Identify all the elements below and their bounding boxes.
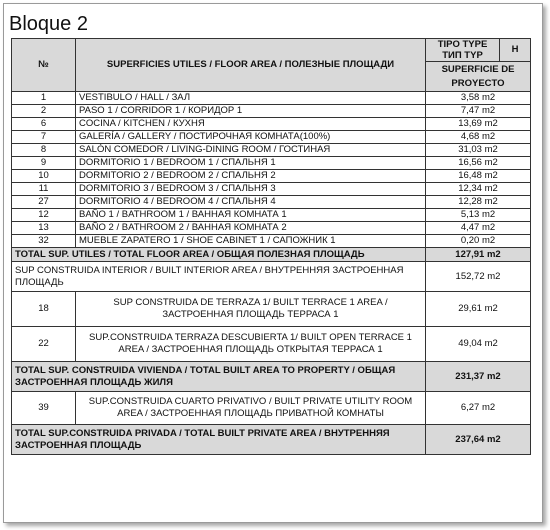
- table-row: [12, 157, 531, 170]
- row-number: 2: [12, 105, 76, 118]
- built-interior-row-value: 152,72 m2: [426, 262, 531, 292]
- row-name: SALÓN COMEDOR / LIVING-DINING ROOM / ГОСТИНАЯ: [76, 144, 426, 157]
- table-row: [12, 170, 531, 183]
- open-terrace-row-number: 22: [12, 327, 76, 362]
- utility-room-row-value: 6,27 m2: [426, 392, 531, 425]
- terrace-row-label: SUP CONSTRUIDA DE TERRAZA 1/ BUILT TERRACE 1 AREA / ЗАСТРОЕННАЯ ПЛОЩАДЬ ТЕРРАСА 1: [76, 292, 426, 327]
- terrace-row-number: 18: [12, 292, 76, 327]
- row-number: 32: [12, 235, 76, 248]
- row-value: 13,69 m2: [426, 118, 531, 131]
- row-value: 4,47 m2: [426, 222, 531, 235]
- table-row: [12, 196, 531, 209]
- row-value: 7,47 m2: [426, 105, 531, 118]
- row-value: 5,13 m2: [426, 209, 531, 222]
- open-terrace-row-label: SUP.CONSTRUIDA TERRAZA DESCUBIERTA 1/ BUILT OPEN TERRACE 1 AREA / ЗАСТРОЕННАЯ ПЛОЩАДЬ ОТКРЫТАЯ ТЕРРАСА 1: [76, 327, 426, 362]
- header-area: SUPERFICIES UTILES / FLOOR AREA / ПОЛЕЗНЫЕ ПЛОЩАДИ: [76, 39, 426, 92]
- row-name: COCINA / KITCHEN / КУХНЯ: [76, 118, 426, 131]
- row-name: DORMITORIO 1 / BEDROOM 1 / СПАЛЬНЯ 1: [76, 157, 426, 170]
- row-number: 6: [12, 118, 76, 131]
- open-terrace-row-value: 49,04 m2: [426, 327, 531, 362]
- table-row: [12, 118, 531, 131]
- row-number: 9: [12, 157, 76, 170]
- row-value: 12,34 m2: [426, 183, 531, 196]
- row-name: BAÑO 2 / BATHROOM 2 / ВАННАЯ КОМНАТА 2: [76, 222, 426, 235]
- total-built-row-label: TOTAL SUP. CONSTRUIDA VIVIENDA / TOTAL BUILT AREA TO PROPERTY / ОБЩАЯ ЗАСТРОЕННАЯ ПЛОЩАДЬ ЖИЛЯ: [12, 362, 426, 392]
- header-num: №: [12, 39, 76, 92]
- table-row: [12, 92, 531, 105]
- built-interior-row: [12, 262, 531, 292]
- total-built-row-value: 231,37 m2: [426, 362, 531, 392]
- total-private-row-label: TOTAL SUP.CONSTRUIDA PRIVADA / TOTAL BUILT PRIVATE AREA / ВНУТРЕННЯЯ ЗАСТРОЕННАЯ ПЛОЩАДЬ: [12, 425, 426, 455]
- row-value: 31,03 m2: [426, 144, 531, 157]
- total-useful-row: [12, 248, 531, 262]
- utility-room-row-number: 39: [12, 392, 76, 425]
- total-private-row-value: 237,64 m2: [426, 425, 531, 455]
- row-number: 13: [12, 222, 76, 235]
- open-terrace-row: [12, 327, 531, 362]
- row-number: 11: [12, 183, 76, 196]
- row-name: DORMITORIO 4 / BEDROOM 4 / СПАЛЬНЯ 4: [76, 196, 426, 209]
- table-row: [12, 222, 531, 235]
- table-row: [12, 235, 531, 248]
- row-name: DORMITORIO 2 / BEDROOM 2 / СПАЛЬНЯ 2: [76, 170, 426, 183]
- header-type: TIPO TYPE ТИП TYP: [426, 39, 500, 62]
- page-title: Bloque 2: [9, 13, 88, 35]
- area-table: [11, 38, 531, 455]
- row-number: 10: [12, 170, 76, 183]
- row-name: GALERÍA / GALLERY / ПОСТИРОЧНАЯ КОМНАТА(100%): [76, 131, 426, 144]
- table-row: [12, 209, 531, 222]
- table-row: [12, 105, 531, 118]
- row-name: PASO 1 / CORRIDOR 1 / КОРИДОР 1: [76, 105, 426, 118]
- row-name: MUEBLE ZAPATERO 1 / SHOE CABINET 1 / САПОЖНИК 1: [76, 235, 426, 248]
- total-built-row: [12, 362, 531, 392]
- row-value: 16,48 m2: [426, 170, 531, 183]
- row-value: 0,20 m2: [426, 235, 531, 248]
- row-number: 8: [12, 144, 76, 157]
- built-interior-row-label: SUP CONSTRUIDA INTERIOR / BUILT INTERIOR AREA / ВНУТРЕННЯЯ ЗАСТРОЕННАЯ ПЛОЩАДЬ: [12, 262, 426, 292]
- utility-room-row-label: SUP.CONSTRUIDA CUARTO PRIVATIVO / BUILT PRIVATE UTILITY ROOM AREA / ЗАСТРОЕННАЯ ПЛОЩАДЬ ПРИВАТНОЙ КОМНАТЫ: [76, 392, 426, 425]
- total-useful-row-value: 127,91 m2: [426, 248, 531, 262]
- row-number: 7: [12, 131, 76, 144]
- row-number: 12: [12, 209, 76, 222]
- terrace-row: [12, 292, 531, 327]
- row-value: 12,28 m2: [426, 196, 531, 209]
- row-name: BAÑO 1 / BATHROOM 1 / ВАННАЯ КОМНАТА 1: [76, 209, 426, 222]
- total-useful-row-label: TOTAL SUP. UTILES / TOTAL FLOOR AREA / ОБЩАЯ ПОЛЕЗНАЯ ПЛОЩАДЬ: [12, 248, 426, 262]
- header-type-value: H: [500, 39, 531, 62]
- row-value: 4,68 m2: [426, 131, 531, 144]
- table-row: [12, 144, 531, 157]
- header-row: [12, 39, 531, 62]
- table-row: [12, 131, 531, 144]
- table-row: [12, 183, 531, 196]
- row-number: 1: [12, 92, 76, 105]
- row-name: VESTIBULO / HALL / ЗАЛ: [76, 92, 426, 105]
- row-value: 16,56 m2: [426, 157, 531, 170]
- total-private-row: [12, 425, 531, 455]
- row-name: DORMITORIO 3 / BEDROOM 3 / СПАЛЬНЯ 3: [76, 183, 426, 196]
- row-value: 3,58 m2: [426, 92, 531, 105]
- row-number: 27: [12, 196, 76, 209]
- header-project: SUPERFICIE DE PROYECTO: [426, 62, 531, 92]
- utility-room-row: [12, 392, 531, 425]
- terrace-row-value: 29,61 m2: [426, 292, 531, 327]
